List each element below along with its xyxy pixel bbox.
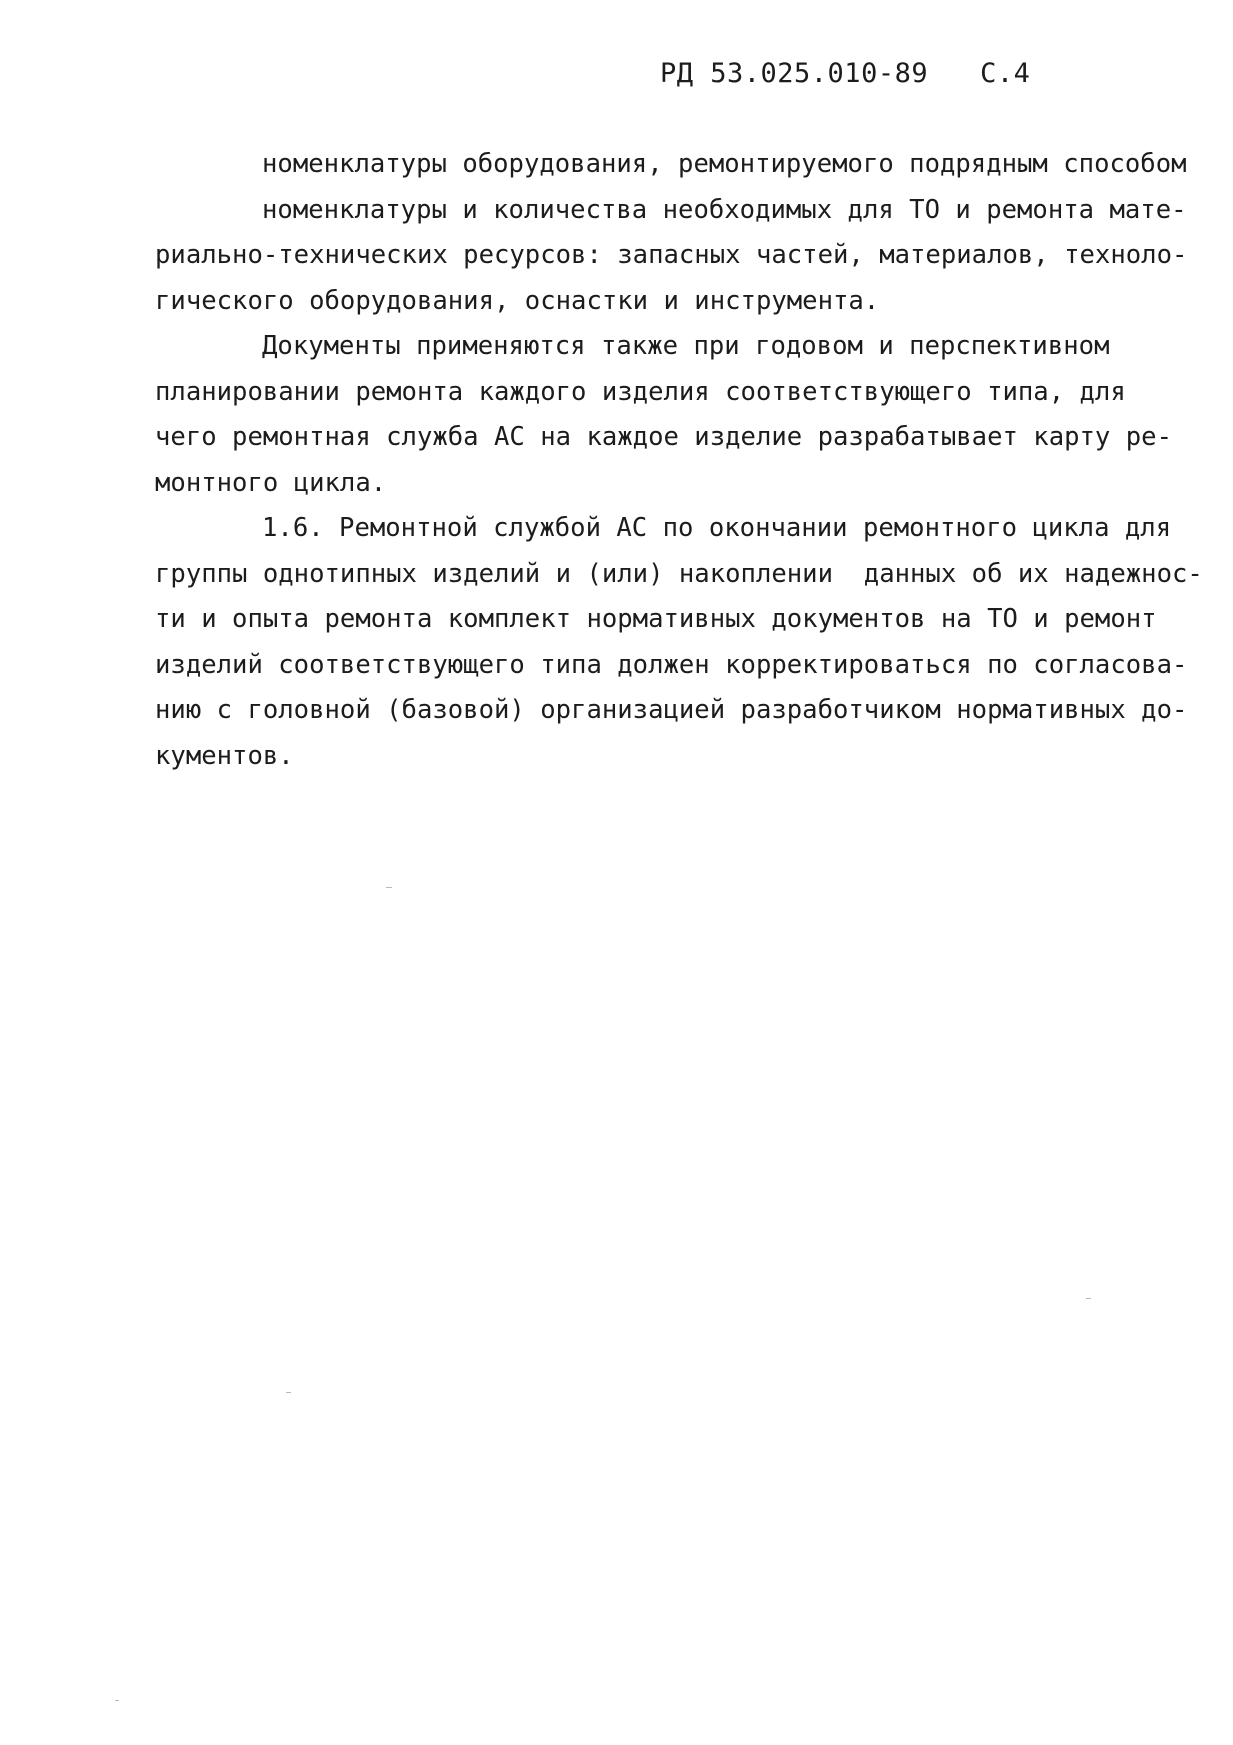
scan-speck [386,887,392,888]
page-number: С.4 [980,58,1031,89]
text-line: нию с головной (базовой) организацией разработчиком нормативных до- [155,695,1188,725]
text-line: ти и опыта ремонта комплект нормативных документов на ТО и ремонт [155,604,1157,634]
page-header [660,58,1030,89]
scan-speck [286,1392,291,1393]
text-line: изделий соответствующего типа должен корректироваться по согласова- [155,649,1188,680]
scan-speck [1086,1298,1091,1299]
text-line: Документы применяются также при годовом и перспективном [262,331,1110,361]
text-line: чего ремонтная служба АС на каждое изделие разрабатывает карту ре- [155,422,1172,452]
text-line: планировании ремонта каждого изделия соответствующего типа, для [155,376,1126,407]
body-text [0,142,1233,779]
text-line: 1.6. Ремонтной службой АС по окончании ремонтного цикла для [262,513,1172,543]
text-line: кументов. [155,740,294,771]
text-line: риально-технических ресурсов: запасных частей, материалов, техноло- [155,240,1188,270]
text-line: монтного цикла. [155,467,387,498]
text-line: номенклатуры оборудования, ремонтируемого подрядным способом [262,149,1187,179]
text-line: гического оборудования, оснастки и инструмента. [155,285,880,316]
document-code: РД 53.025.010-89 [660,58,929,89]
text-line: группы однотипных изделий и (или) накоплении данных об их надежнос- [155,558,1203,589]
text-line: номенклатуры и количества необходимых для ТО и ремонта мате- [262,194,1187,225]
scan-speck [115,1700,119,1701]
